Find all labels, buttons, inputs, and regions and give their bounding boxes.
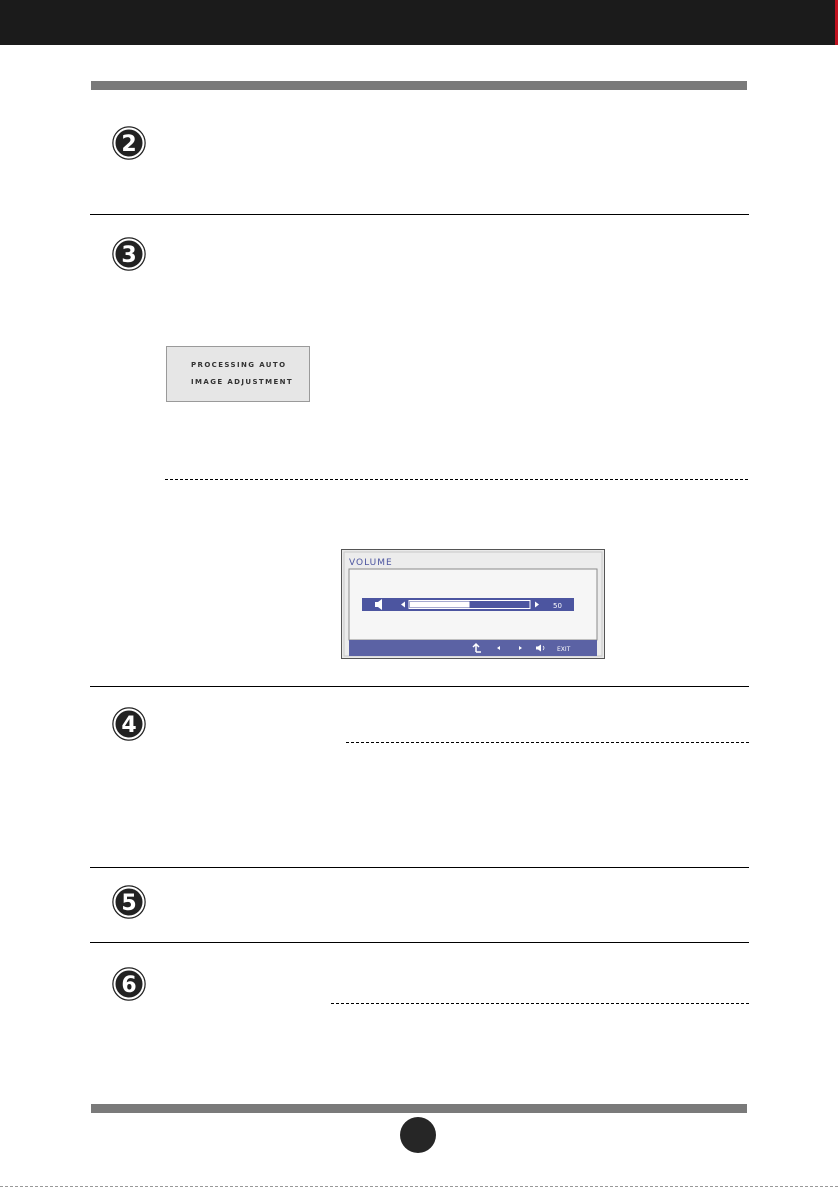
dashed-divider [331, 1003, 749, 1004]
exit-label: EXIT [557, 646, 571, 653]
page-number-badge [400, 1117, 436, 1153]
section-divider [90, 214, 749, 215]
volume-osd-panel [341, 549, 605, 659]
step-4-icon [112, 707, 146, 741]
auto-adjust-line-1: PROCESSING AUTO [191, 361, 287, 369]
svg-text:2: 2 [121, 132, 137, 157]
svg-text:6: 6 [121, 973, 137, 998]
section-divider [90, 686, 749, 687]
section-divider [90, 867, 749, 868]
auto-adjust-line-2: IMAGE ADJUSTMENT [191, 378, 294, 386]
footer-rule [91, 1104, 747, 1113]
dashed-divider [346, 742, 749, 743]
svg-text:3: 3 [121, 243, 137, 268]
step-3-icon [112, 237, 146, 271]
dashed-divider [165, 479, 748, 480]
svg-text:4: 4 [121, 713, 137, 738]
auto-adjust-osd-box [166, 346, 310, 402]
trim-marks [0, 1186, 838, 1187]
volume-slider-fill [410, 602, 470, 608]
volume-value: 50 [553, 602, 562, 610]
svg-text:5: 5 [121, 891, 137, 916]
section-divider [90, 942, 749, 943]
step-6-icon [112, 967, 146, 1001]
step-2-icon [112, 126, 146, 160]
header-rule [91, 81, 747, 90]
osd-title: VOLUME [349, 558, 393, 568]
step-5-icon [112, 885, 146, 919]
top-header-bar [0, 0, 838, 45]
